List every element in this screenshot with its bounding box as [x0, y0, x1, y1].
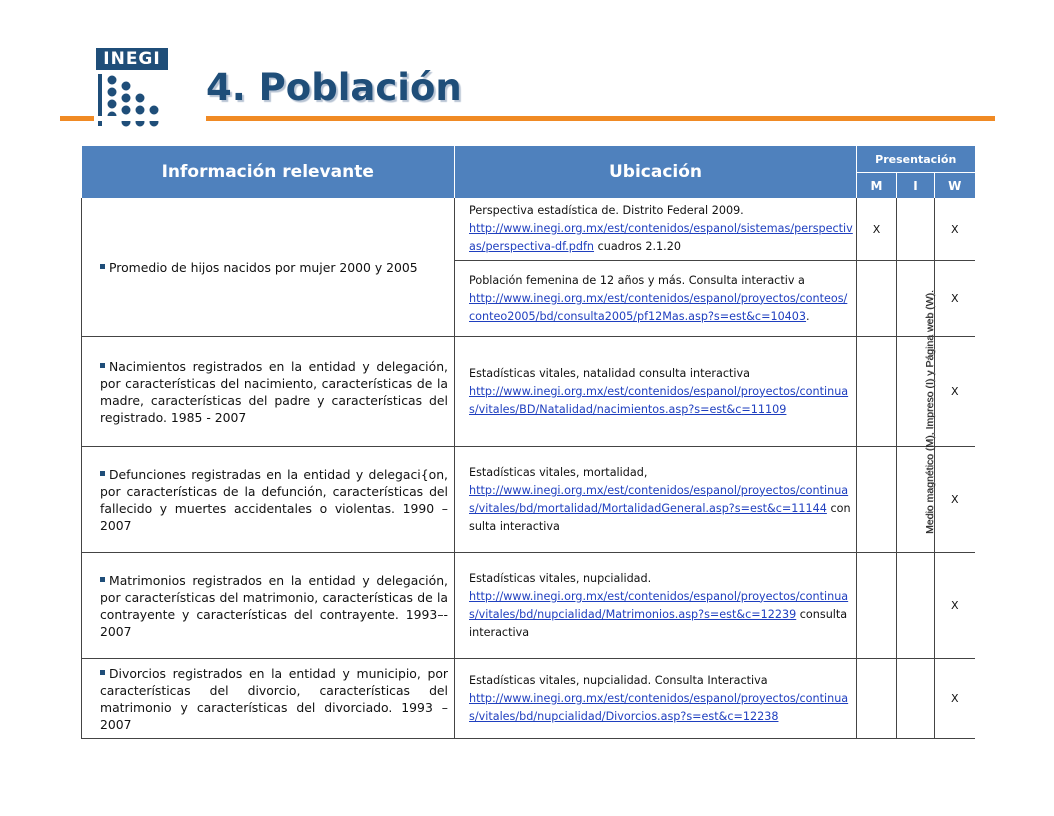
info-cell: [82, 447, 455, 553]
header-m: M: [857, 173, 897, 199]
source-description: Perspectiva estadística de. Distrito Federal 2009.: [469, 204, 744, 217]
header-w: W: [935, 173, 975, 199]
mark-m: [857, 553, 897, 659]
mark-i: [897, 659, 935, 739]
mark-m: [857, 659, 897, 739]
info-text: Matrimonios registrados en la entidad y delegación, por características del matrimonio, características de la contrayente y características del contrayente. 1993–- 2007: [100, 572, 448, 639]
bullet-icon: [100, 577, 105, 582]
bullet-icon: [100, 363, 105, 368]
ubicacion-cell: [455, 261, 857, 337]
info-text: Promedio de hijos nacidos por mujer 2000 y 2005: [109, 259, 418, 275]
table-row: [82, 447, 975, 553]
bullet-icon: [100, 264, 105, 269]
header-info: Información relevante: [82, 146, 455, 198]
logo-text: INEGI: [96, 48, 168, 70]
header-ubicacion: Ubicación: [455, 146, 857, 198]
mark-w: X: [935, 261, 975, 337]
info-cell: [82, 337, 455, 447]
source-description: Estadísticas vitales, mortalidad,: [469, 465, 648, 479]
source-link-line: [469, 290, 853, 326]
table-row: [82, 553, 975, 659]
source-link[interactable]: http://www.inegi.org.mx/est/contenidos/espanol/sistemas/perspectivas/perspectiva-df.pdfn: [469, 222, 853, 253]
source-link[interactable]: http://www.inegi.org.mx/est/contenidos/espanol/proyectos/continuas/vitales/bd/nupcialidad/Matrimonios.asp?s=est&c=12239: [469, 589, 849, 621]
source-link-line: [469, 482, 853, 536]
mark-w: X: [935, 198, 975, 261]
title-underline: [60, 116, 995, 121]
source-description: Estadísticas vitales, nupcialidad.: [469, 571, 652, 585]
ubicacion-cell: [455, 198, 857, 261]
ubicacion-cell: [455, 447, 857, 553]
data-table: [81, 146, 975, 739]
info-cell: [82, 198, 455, 337]
source-description: Estadísticas vitales, nupcialidad. Consulta Interactiva: [469, 673, 768, 687]
mark-w: X: [935, 659, 975, 739]
source-link-line: [469, 383, 853, 419]
table-row: [82, 659, 975, 739]
ubicacion-cell: [455, 659, 857, 739]
info-cell: [82, 659, 455, 739]
presentation-legend: Medio magnético (M), Impreso (I) y Página web (W).: [924, 290, 936, 534]
source-note: cuadros 2.1.20: [594, 240, 681, 253]
source-description: Estadísticas vitales, natalidad consulta interactiva: [469, 366, 750, 380]
bullet-icon: [100, 471, 105, 476]
source-link[interactable]: http://www.inegi.org.mx/est/contenidos/espanol/proyectos/continuas/vitales/bd/nupcialidad/Divorcios.asp?s=est&c=12238: [469, 691, 849, 723]
mark-w: X: [935, 337, 975, 447]
source-link-line: [469, 588, 853, 642]
source-description: Población femenina de 12 años y más. Consulta interactiv a: [469, 273, 805, 287]
source-link[interactable]: http://www.inegi.org.mx/est/contenidos/espanol/proyectos/continuas/vitales/BD/Natalidad/nacimientos.asp?s=est&c=11109: [469, 384, 849, 416]
mark-m: [857, 337, 897, 447]
source-note: consulta interactiva: [469, 501, 851, 533]
table-row: [82, 198, 975, 261]
info-text: Nacimientos registrados en la entidad y delegación, por características del nacimiento, características de la madre, características del padre y características del registrado. 1985 - 2007: [100, 358, 448, 425]
source-link[interactable]: http://www.inegi.org.mx/est/contenidos/espanol/proyectos/conteos/conteo2005/bd/consulta2005/pf12Mas.asp?s=est&c=10403: [469, 291, 848, 323]
source-link-line: [469, 690, 853, 726]
info-text: Divorcios registrados en la entidad y municipio, por características del divorcio, características del matrimonio y características del divorciado. 1993 – 2007: [100, 665, 448, 732]
source-link-line: [469, 220, 853, 256]
table-row: [82, 337, 975, 447]
mark-m: [857, 261, 897, 337]
source-link[interactable]: http://www.inegi.org.mx/est/contenidos/espanol/proyectos/continuas/vitales/bd/mortalidad/MortalidadGeneral.asp?s=est&c=11144: [469, 483, 849, 515]
source-note: consulta interactiva: [469, 607, 848, 639]
header-i: I: [897, 173, 935, 199]
header-presentacion: Presentación: [857, 146, 975, 173]
info-text: Defunciones registradas en la entidad y delegaci{on, por características de la defunción, características del fallecido y muertes accidentales o violentas. 1990 – 2007: [100, 466, 448, 533]
page-title: 4. Población: [206, 66, 462, 109]
bullet-icon: [100, 670, 105, 675]
ubicacion-cell: [455, 337, 857, 447]
mark-i: [897, 198, 935, 261]
info-cell: [82, 553, 455, 659]
ubicacion-cell: [455, 553, 857, 659]
source-note: .: [806, 309, 810, 323]
mark-m: X: [857, 198, 897, 261]
mark-i: [897, 553, 935, 659]
mark-w: X: [935, 553, 975, 659]
mark-w: X: [935, 447, 975, 553]
mark-m: [857, 447, 897, 553]
